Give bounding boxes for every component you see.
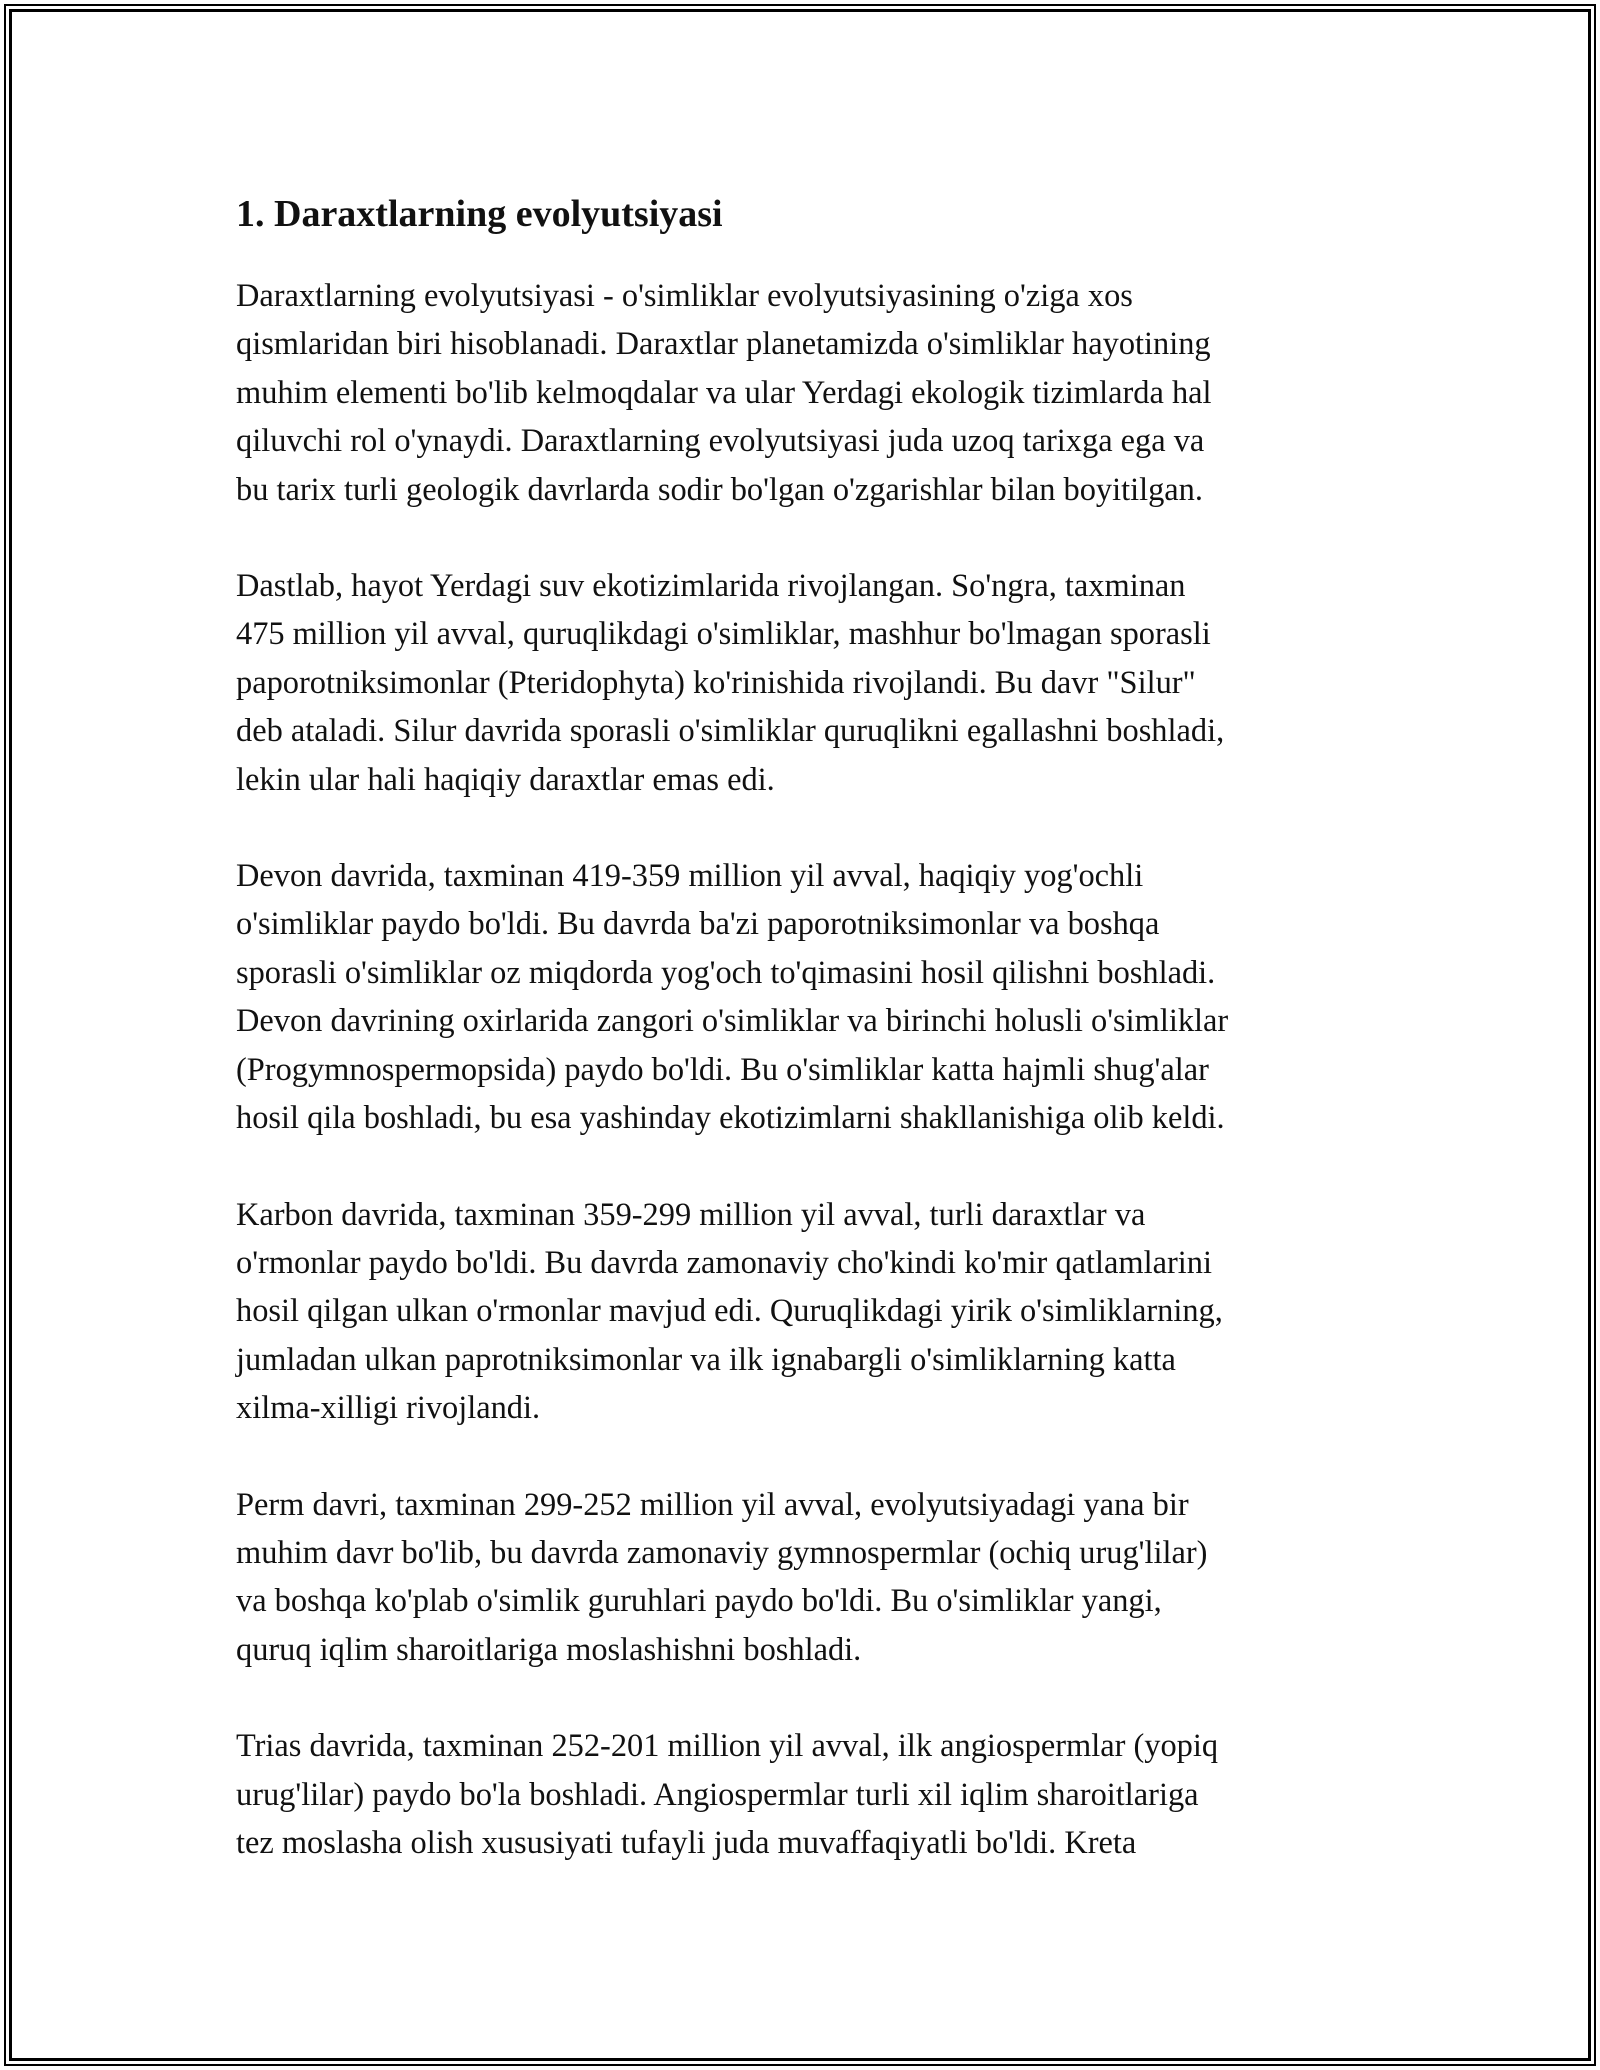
paragraph-devon: Devon davrida, taxminan 419-359 million yil avval, haqiqiy yog'ochli o'simliklar paydo bo'ldi. Bu davrda ba'zi paporotniksimonlar va boshqa sporasli o'simliklar oz miqdorda yog'och to'qimasini hosil qilishni boshladi. Devon davrining oxirlarida zangori o'simliklar va birinchi holusli o'simliklar (Progymnospermopsida) paydo bo'ldi. Bu o'simliklar katta hajmli shug'alar hosil qila boshladi, bu esa yashinday ekotizimlarni shakllanishiga olib keldi. (236, 858, 1229, 1137)
paragraph-intro: Daraxtlarning evolyutsiyasi - o'simliklar evolyutsiyasining o'ziga xos qismlaridan biri hisoblanadi. Daraxtlar planetamizda o'simliklar hayotining muhim elementi bo'lib kelmoqdalar va ular Yerdagi ekologik tizimlarda hal qiluvchi rol o'ynaydi. Daraxtlarning evolyutsiyasi juda uzoq tarixga ega va bu tarix turli geologik davrlarda sodir bo'lgan o'zgarishlar bilan boyitilgan. (236, 278, 1212, 508)
paragraph-trias: Trias davrida, taxminan 252-201 million yil avval, ilk angiospermlar (yopiq urug'lilar) paydo bo'la boshladi. Angiospermlar turli xil iqlim sharoitlariga tez moslasha olish xususiyati tufayli juda muvaffaqiyatli bo'ldi. Kreta (236, 1728, 1219, 1861)
paragraph-silur: Dastlab, hayot Yerdagi suv ekotizimlarida rivojlangan. So'ngra, taxminan 475 million yil avval, quruqlikdagi o'simliklar, mashhur bo'lmagan sporasli paporotniksimonlar (Pteridophyta) ko'rinishida rivojlandi. Bu davr "Silur" deb ataladi. Silur davrida sporasli o'simliklar quruqlikni egallashni boshladi, lekin ular hali haqiqiy daraxtlar emas edi. (236, 568, 1225, 798)
paragraph-karbon: Karbon davrida, taxminan 359-299 million yil avval, turli daraxtlar va o'rmonlar paydo bo'ldi. Bu davrda zamonaviy cho'kindi ko'mir qatlamlarini hosil qilgan ulkan o'rmonlar mavjud edi. Quruqlikdagi yirik o'simliklarning, jumladan ulkan paprotniksimonlar va ilk ignabargli o'simliklarning katta xilma-xilligi rivojlandi. (236, 1196, 1223, 1427)
document-title: 1. Daraxtlarning evolyutsiyasi (236, 193, 723, 235)
document-body (236, 184, 1366, 1915)
paragraph-perm: Perm davri, taxminan 299-252 million yil avval, evolyutsiyadagi yana bir muhim davr bo'lib, bu davrda zamonaviy gymnospermlar (ochiq urug'lilar) va boshqa ko'plab o'simlik guruhlari paydo bo'ldi. Bu o'simliklar yangi, quruq iqlim sharoitlariga moslashishni boshladi. (236, 1486, 1208, 1668)
